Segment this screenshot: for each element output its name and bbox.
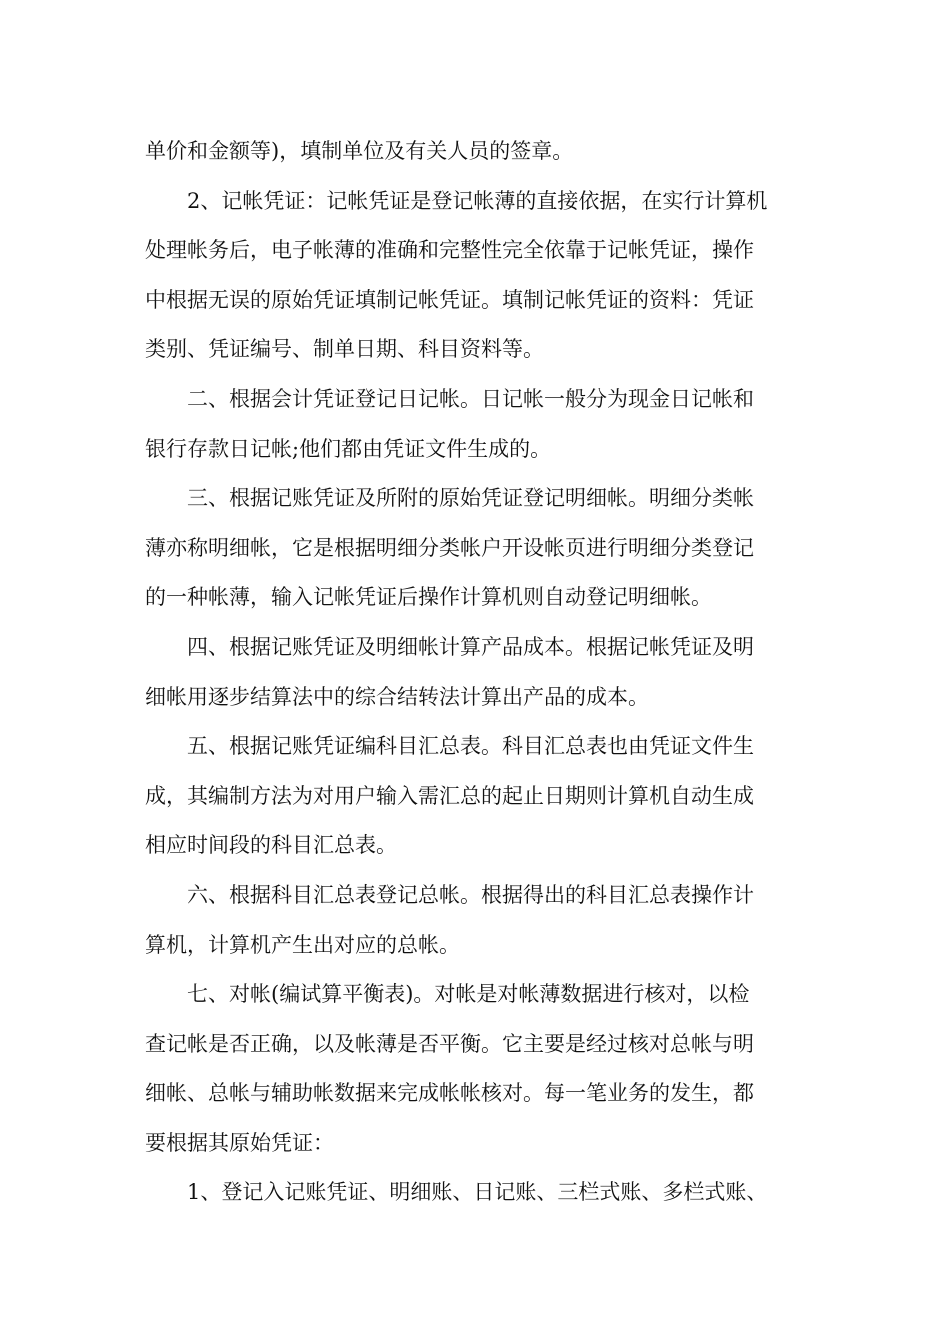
text-line: 六、根据科目汇总表登记总帐。根据得出的科目汇总表操作计 — [187, 882, 754, 907]
document-body — [145, 127, 805, 1218]
text-line: 五、根据记账凭证编科目汇总表。科目汇总表也由凭证文件生 — [187, 734, 754, 759]
text-line: 单价和金额等)，填制单位及有关人员的签章。 — [145, 139, 574, 163]
text-line: 三、根据记账凭证及所附的原始凭证登记明细帐。明细分类帐 — [187, 486, 754, 511]
paragraph-4 — [145, 623, 805, 722]
paragraph-3 — [145, 474, 805, 623]
paragraph-0 — [145, 127, 805, 177]
text-line: 四、根据记账凭证及明细帐计算产品成本。根据记帐凭证及明 — [187, 634, 754, 659]
paragraph-6 — [145, 871, 805, 970]
paragraph-5 — [145, 722, 805, 871]
text-line: 细帐、总帐与辅助帐数据来完成帐帐核对。每一笔业务的发生，都 — [145, 1081, 754, 1106]
text-line: 1、登记入记账凭证、明细账、日记账、三栏式账、多栏式账、 — [187, 1180, 768, 1205]
text-line: 相应时间段的科目汇总表。 — [145, 833, 397, 858]
paragraph-8 — [145, 1168, 805, 1218]
text-line: 算机，计算机产生出对应的总帐。 — [145, 932, 460, 957]
text-line: 成，其编制方法为对用户输入需汇总的起止日期则计算机自动生成 — [145, 783, 754, 808]
text-line: 二、根据会计凭证登记日记帐。日记帐一般分为现金日记帐和 — [187, 386, 754, 411]
text-line: 类别、凭证编号、制单日期、科目资料等。 — [145, 337, 544, 362]
text-line: 中根据无误的原始凭证填制记帐凭证。填制记帐凭证的资料：凭证 — [145, 287, 754, 312]
text-line: 细帐用逐步结算法中的综合结转法计算出产品的成本。 — [145, 684, 649, 709]
paragraph-2 — [145, 375, 805, 474]
paragraph-7 — [145, 970, 805, 1168]
text-line: 查记帐是否正确，以及帐薄是否平衡。它主要是经过核对总帐与明 — [145, 1031, 754, 1056]
text-line: 要根据其原始凭证： — [145, 1130, 334, 1155]
text-line: 薄亦称明细帐，它是根据明细分类帐户开设帐页进行明细分类登记 — [145, 535, 754, 560]
text-line: 处理帐务后，电子帐薄的准确和完整性完全依靠于记帐凭证，操作 — [145, 238, 754, 263]
text-line: 七、对帐(编试算平衡表)。对帐是对帐薄数据进行核对，以检 — [187, 982, 750, 1007]
text-line: 银行存款日记帐;他们都由凭证文件生成的。 — [145, 436, 552, 461]
text-line: 的一种帐薄，输入记帐凭证后操作计算机则自动登记明细帐。 — [145, 585, 712, 610]
paragraph-1 — [145, 177, 805, 375]
text-line: 2、记帐凭证：记帐凭证是登记帐薄的直接依据，在实行计算机 — [187, 188, 768, 213]
